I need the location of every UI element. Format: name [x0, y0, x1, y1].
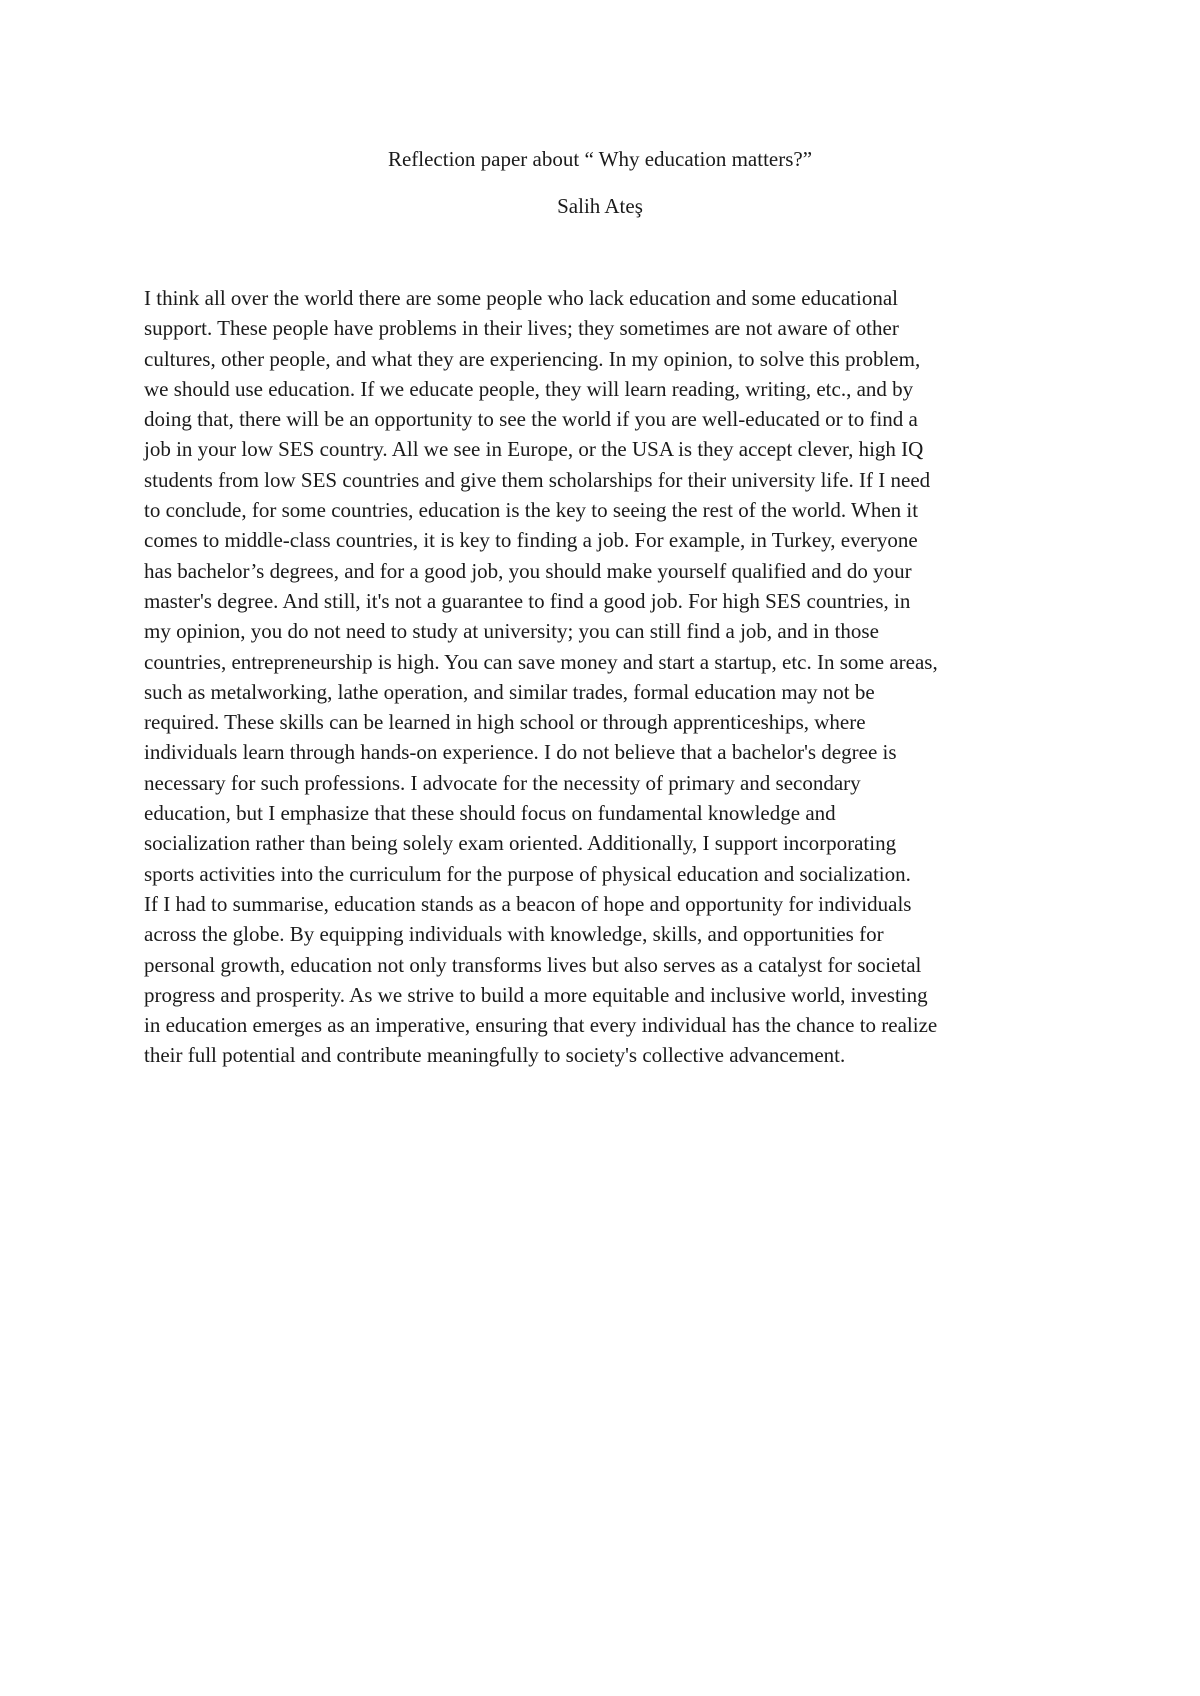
body-line: countries, entrepreneurship is high. You can save money and start a startup, etc. In some areas, [144, 649, 938, 674]
body-line: master's degree. And still, it's not a guarantee to find a good job. For high SES countries, in [144, 588, 911, 613]
body-line: education, but I emphasize that these should focus on fundamental knowledge and [144, 801, 836, 826]
body-line: required. These skills can be learned in high school or through apprenticeships, where [144, 710, 866, 735]
body-line: cultures, other people, and what they are experiencing. In my opinion, to solve this problem, [144, 346, 921, 371]
body-line: their full potential and contribute meaningfully to society's collective advancement. [144, 1043, 846, 1068]
body-line: personal growth, education not only transforms lives but also serves as a catalyst for societal [144, 952, 922, 977]
body-paragraph [144, 283, 1074, 1071]
body-line: If I had to summarise, education stands as a beacon of hope and opportunity for individuals [144, 891, 912, 916]
body-line: I think all over the world there are some people who lack education and some educational [144, 286, 898, 310]
body-line: sports activities into the curriculum for the purpose of physical education and socialization. [144, 861, 911, 886]
body-line: such as metalworking, lathe operation, and similar trades, formal education may not be [144, 679, 875, 704]
body-line: we should use education. If we educate people, they will learn reading, writing, etc., and by [144, 376, 914, 401]
body-line: support. These people have problems in their lives; they sometimes are not aware of other [144, 316, 899, 341]
body-line: job in your low SES country. All we see in Europe, or the USA is they accept clever, high IQ [144, 437, 924, 462]
body-line: to conclude, for some countries, education is the key to seeing the rest of the world. When it [144, 498, 919, 523]
body-line: necessary for such professions. I advocate for the necessity of primary and secondary [144, 770, 861, 795]
body-line: in education emerges as an imperative, ensuring that every individual has the chance to realize [144, 1013, 938, 1038]
body-line: my opinion, you do not need to study at university; you can still find a job, and in those [144, 619, 879, 644]
body-line: has bachelor’s degrees, and for a good job, you should make yourself qualified and do your [144, 558, 912, 583]
author-name: Salih Ateş [557, 194, 643, 218]
body-line: across the globe. By equipping individuals with knowledge, skills, and opportunities for [144, 922, 884, 947]
body-line: students from low SES countries and give them scholarships for their university life. If I need [144, 467, 931, 492]
body-line: progress and prosperity. As we strive to build a more equitable and inclusive world, investing [144, 982, 928, 1007]
body-line: individuals learn through hands-on experience. I do not believe that a bachelor's degree is [144, 740, 897, 765]
body-line: comes to middle-class countries, it is key to finding a job. For example, in Turkey, everyone [144, 528, 918, 553]
body-line: socialization rather than being solely exam oriented. Additionally, I support incorporating [144, 831, 897, 856]
paper-title: Reflection paper about “ Why education matters?” [387, 147, 813, 171]
body-line: doing that, there will be an opportunity to see the world if you are well-educated or to find a [144, 407, 918, 432]
